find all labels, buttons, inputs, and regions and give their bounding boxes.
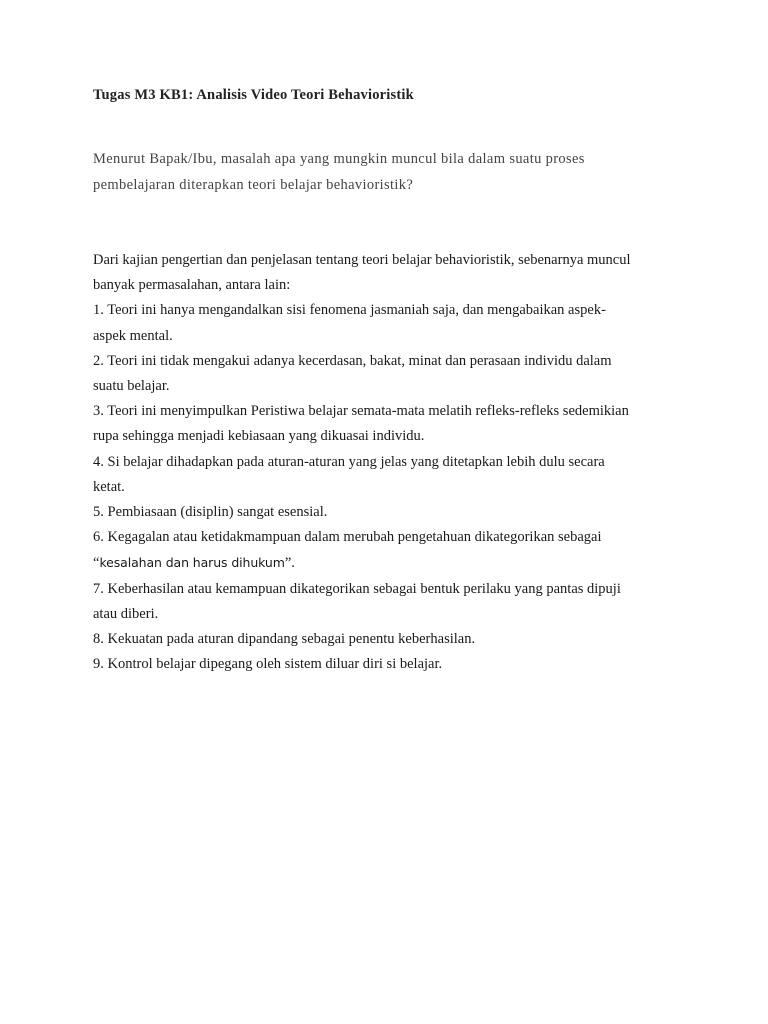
- list-item-1-line: 1. Teori ini hanya mengandalkan sisi fenomena jasmaniah saja, dan mengabaikan aspek-: [93, 302, 606, 319]
- list-item-2-line: 2. Teori ini tidak mengakui adanya kecerdasan, bakat, minat dan perasaan individu dalam: [93, 352, 612, 369]
- question-line: Menurut Bapak/Ibu, masalah apa yang mungkin muncul bila dalam suatu proses: [93, 151, 585, 167]
- question-paragraph: [93, 147, 693, 198]
- list-item-6-continuation: [93, 550, 693, 576]
- list-item-1-continuation: aspek mental.: [93, 327, 173, 344]
- list-item-5-line: 5. Pembiasaan (disiplin) sangat esensial.: [93, 504, 328, 521]
- close-quote: ”.: [284, 555, 295, 572]
- list-item-6-line: 6. Kegagalan atau ketidakmampuan dalam merubah pengetahuan dikategorikan sebagai: [93, 529, 602, 546]
- list-item-7-line: 7. Keberhasilan atau kemampuan dikategorikan sebagai bentuk perilaku yang pantas dipuji: [93, 580, 621, 597]
- list-item-4-line: 4. Si belajar dihadapkan pada aturan-aturan yang jelas yang ditetapkan lebih dulu secara: [93, 453, 605, 470]
- intro-line: Dari kajian pengertian dan penjelasan tentang teori belajar behavioristik, sebenarnya muncul: [93, 252, 631, 268]
- list-item-3-continuation: rupa sehingga menjadi kebiasaan yang dikuasai individu.: [93, 428, 425, 445]
- answer-body: [93, 248, 693, 677]
- document-title: Tugas M3 KB1: Analisis Video Teori Behavioristik: [93, 87, 414, 103]
- list-item-3-line: 3. Teori ini menyimpulkan Peristiwa belajar semata-mata melatih refleks-refleks sedemikian: [93, 403, 629, 420]
- list-item-2-continuation: suatu belajar.: [93, 378, 170, 395]
- question-line: pembelajaran diterapkan teori belajar behavioristik?: [93, 176, 414, 193]
- list-item-8-line: 8. Kekuatan pada aturan dipandang sebagai penentu keberhasilan.: [93, 631, 476, 648]
- list-item-9-line: 9. Kontrol belajar dipegang oleh sistem diluar diri si belajar.: [93, 656, 443, 673]
- list-item-4-continuation: ketat.: [93, 478, 125, 495]
- quoted-phrase: kesalahan dan harus dihukum: [99, 555, 285, 571]
- list-item-7-continuation: atau diberi.: [93, 605, 159, 622]
- intro-line: banyak permasalahan, antara lain:: [93, 277, 291, 294]
- open-quote: “: [93, 555, 100, 572]
